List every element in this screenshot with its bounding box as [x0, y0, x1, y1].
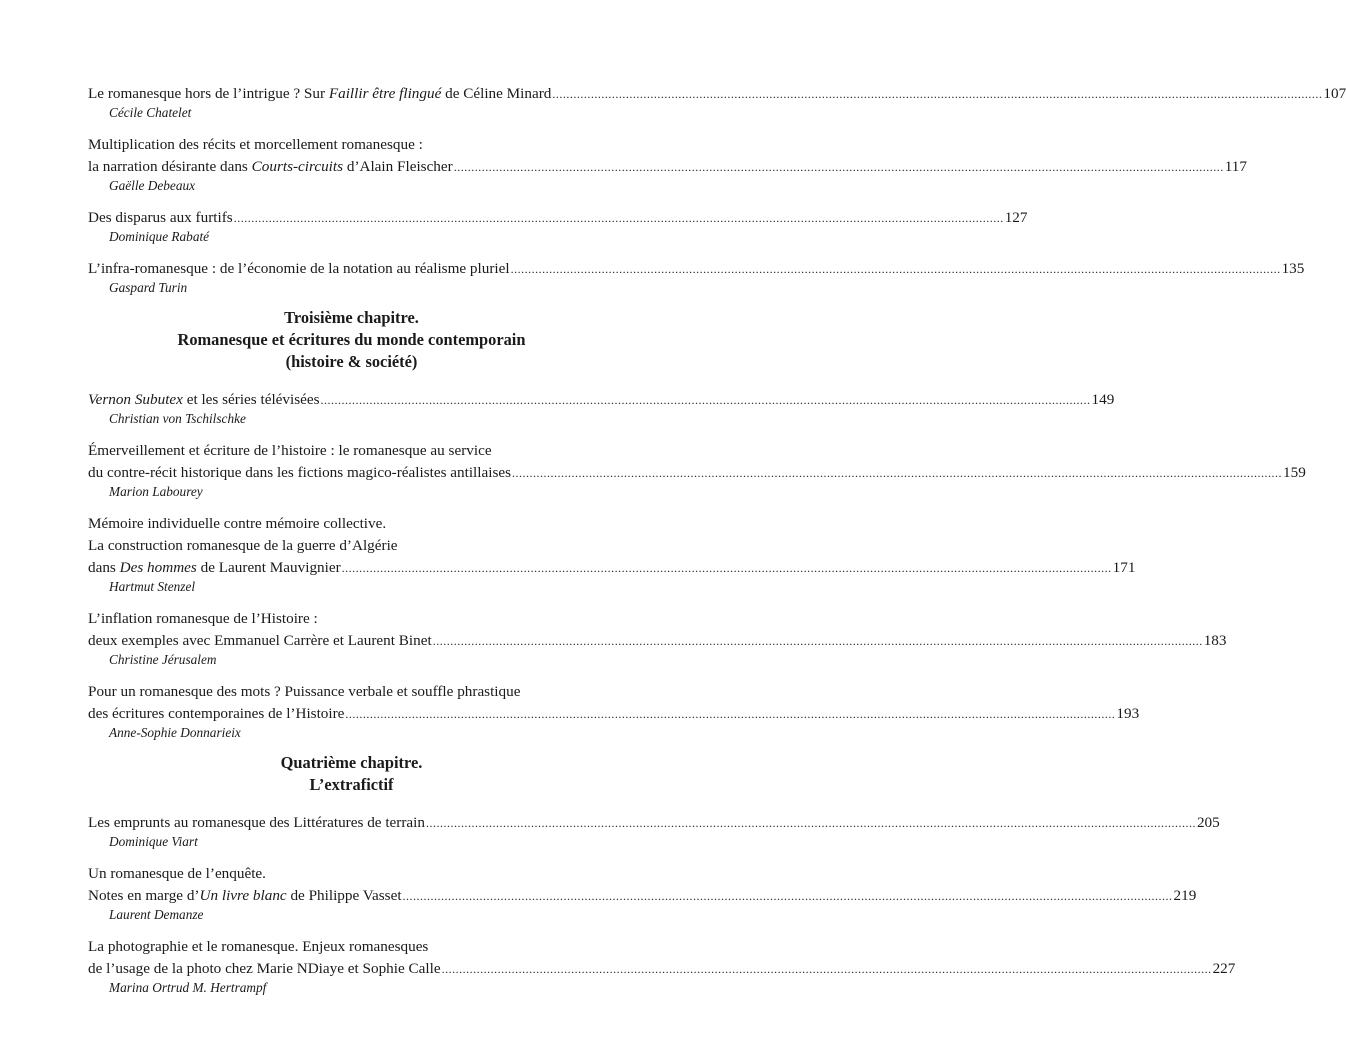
title-text: Mémoire individuelle contre mémoire collective. — [88, 515, 387, 532]
chapter-3-subtitle: (histoire & société) — [285, 352, 418, 371]
toc-entry-title-line — [88, 156, 1247, 178]
toc-entry-author: Hartmut Stenzel — [109, 579, 196, 594]
title-text: du contre-récit historique dans les fictions magico-réalistes antillaises — [88, 464, 512, 481]
page-number: 193 — [1116, 705, 1140, 722]
dot-leader: ............................................................................................................................................................................................................................ — [552, 87, 1323, 101]
chapter-3-title: Romanesque et écritures du monde contemporain — [177, 330, 526, 349]
dot-leader: ............................................................................................................................................................................................................................ — [432, 634, 1203, 648]
toc-entry-author: Laurent Demanze — [109, 907, 204, 922]
toc-entry-title-line — [88, 389, 1115, 411]
toc-entry-author: Christine Jérusalem — [109, 652, 217, 667]
toc-entry-title-line — [88, 440, 615, 462]
toc-entry-author: Gaëlle Debeaux — [109, 178, 196, 193]
toc-entry-author: Anne-Sophie Donnarieix — [109, 725, 241, 740]
page-number: 135 — [1281, 260, 1305, 277]
toc-entry[interactable] — [88, 863, 1197, 924]
toc-entry-title-line — [88, 630, 1227, 652]
toc-entry-title-line — [88, 557, 1136, 579]
title-italic-text: Des hommes — [119, 559, 197, 576]
title-text: Des disparus aux furtifs — [88, 209, 233, 226]
page-number: 227 — [1212, 960, 1236, 977]
title-italic-text: Courts-circuits — [251, 158, 344, 175]
title-italic-text: Faillir être flingué — [328, 85, 442, 102]
title-text: Les emprunts au romanesque des Littératures de terrain — [88, 814, 425, 831]
page-number: 159 — [1283, 464, 1306, 481]
toc-entry[interactable] — [88, 681, 1140, 742]
title-italic-text: Vernon Subutex — [88, 391, 183, 408]
toc-entry[interactable] — [88, 389, 1115, 428]
title-text: de l’usage de la photo chez Marie NDiaye et Sophie Calle — [88, 960, 441, 977]
page-number: 219 — [1173, 887, 1197, 904]
dot-leader: ............................................................................................................................................................................................................................ — [425, 816, 1196, 830]
dot-leader: ............................................................................................................................................................................................................................ — [341, 561, 1112, 575]
title-text: deux exemples avec Emmanuel Carrère et Laurent Binet — [88, 632, 432, 649]
toc-entry[interactable] — [88, 440, 1306, 501]
chapter-3-number: Troisième chapitre. — [284, 308, 419, 327]
title-text: Le romanesque hors de l’intrigue ? Sur — [88, 85, 329, 102]
page-number: 171 — [1112, 559, 1136, 576]
toc-entry[interactable] — [88, 812, 1220, 851]
toc-section-2 — [88, 389, 1306, 742]
toc-entry-title-line — [88, 703, 1140, 725]
toc-section-3 — [88, 812, 1236, 997]
toc-entry-author: Marina Ortrud M. Hertrampf — [109, 980, 267, 995]
dot-leader: ............................................................................................................................................................................................................................ — [512, 466, 1283, 480]
dot-leader: ............................................................................................................................................................................................................................ — [453, 160, 1224, 174]
toc-entry-title-line — [88, 681, 615, 703]
toc-entry-title-line — [88, 462, 1306, 484]
title-text: Multiplication des récits et morcellement romanesque : — [88, 136, 423, 153]
toc-entry-title-line — [88, 812, 1220, 834]
toc-entry[interactable] — [88, 258, 1305, 297]
page-number: 107 — [1323, 85, 1346, 102]
title-text: L’infra-romanesque : de l’économie de la notation au réalisme pluriel — [88, 260, 510, 277]
page-number: 149 — [1091, 391, 1115, 408]
page-number: 117 — [1224, 158, 1247, 175]
toc-entry-author: Christian von Tschilschke — [109, 411, 246, 426]
toc-entry-title-line — [88, 936, 615, 958]
title-text: Émerveillement et écriture de l’histoire : le romanesque au service — [88, 442, 492, 459]
toc-entry-author: Dominique Viart — [109, 834, 198, 849]
toc-entry[interactable] — [88, 207, 1028, 246]
toc-entry-author: Marion Labourey — [109, 484, 203, 499]
chapter-heading-3 — [88, 307, 615, 373]
toc-entry-title-line — [88, 863, 615, 885]
title-text: la narration désirante dans — [88, 158, 252, 175]
title-text: L’inflation romanesque de l’Histoire : — [88, 610, 318, 627]
dot-leader: ............................................................................................................................................................................................................................ — [510, 262, 1281, 276]
title-text-continued: de Philippe Vasset — [286, 887, 402, 904]
toc-entry[interactable] — [88, 134, 1247, 195]
toc-entry-title-line — [88, 535, 615, 557]
title-italic-text: Un livre blanc — [199, 887, 287, 904]
toc-entry[interactable] — [88, 608, 1227, 669]
toc-entry[interactable] — [88, 83, 1346, 122]
toc-entry-author: Cécile Chatelet — [109, 105, 192, 120]
title-text-continued: de Céline Minard — [441, 85, 552, 102]
title-text-continued: et les séries télévisées — [182, 391, 320, 408]
toc-entry-author: Gaspard Turin — [109, 280, 188, 295]
dot-leader: ............................................................................................................................................................................................................................ — [345, 707, 1116, 721]
toc-entry-title-line — [88, 83, 1346, 105]
title-text: La photographie et le romanesque. Enjeux romanesques — [88, 938, 429, 955]
toc-entry-title-line — [88, 885, 1197, 907]
toc-entry-author: Dominique Rabaté — [109, 229, 210, 244]
title-text: dans — [88, 559, 120, 576]
chapter-heading-4 — [88, 752, 615, 796]
title-text-continued: d’Alain Fleischer — [343, 158, 453, 175]
toc-entry[interactable] — [88, 936, 1236, 997]
title-text: Pour un romanesque des mots ? Puissance verbale et souffle phrastique — [88, 683, 521, 700]
dot-leader: ............................................................................................................................................................................................................................ — [320, 393, 1091, 407]
dot-leader: ............................................................................................................................................................................................................................ — [441, 962, 1212, 976]
toc-entry-title-line — [88, 958, 1236, 980]
page-number: 127 — [1004, 209, 1028, 226]
title-text: des écritures contemporaines de l’Histoire — [88, 705, 345, 722]
toc-section-1 — [88, 83, 1346, 297]
title-text-continued: de Laurent Mauvignier — [196, 559, 341, 576]
page-number: 205 — [1196, 814, 1220, 831]
toc-entry-title-line — [88, 207, 1028, 229]
page-number: 183 — [1203, 632, 1227, 649]
toc-entry-title-line — [88, 513, 615, 535]
toc-entry[interactable] — [88, 513, 1136, 596]
title-text: La construction romanesque de la guerre d’Algérie — [88, 537, 398, 554]
chapter-4-number: Quatrième chapitre. — [280, 753, 423, 772]
toc-entry-title-line — [88, 134, 615, 156]
chapter-4-title: L’extrafictif — [309, 775, 394, 794]
title-text: Notes en marge d’ — [88, 887, 200, 904]
dot-leader: ............................................................................................................................................................................................................................ — [402, 889, 1173, 903]
toc-entry-title-line — [88, 608, 615, 630]
toc-entry-title-line — [88, 258, 1305, 280]
dot-leader: ............................................................................................................................................................................................................................ — [233, 211, 1004, 225]
title-text: Un romanesque de l’enquête. — [88, 865, 266, 882]
